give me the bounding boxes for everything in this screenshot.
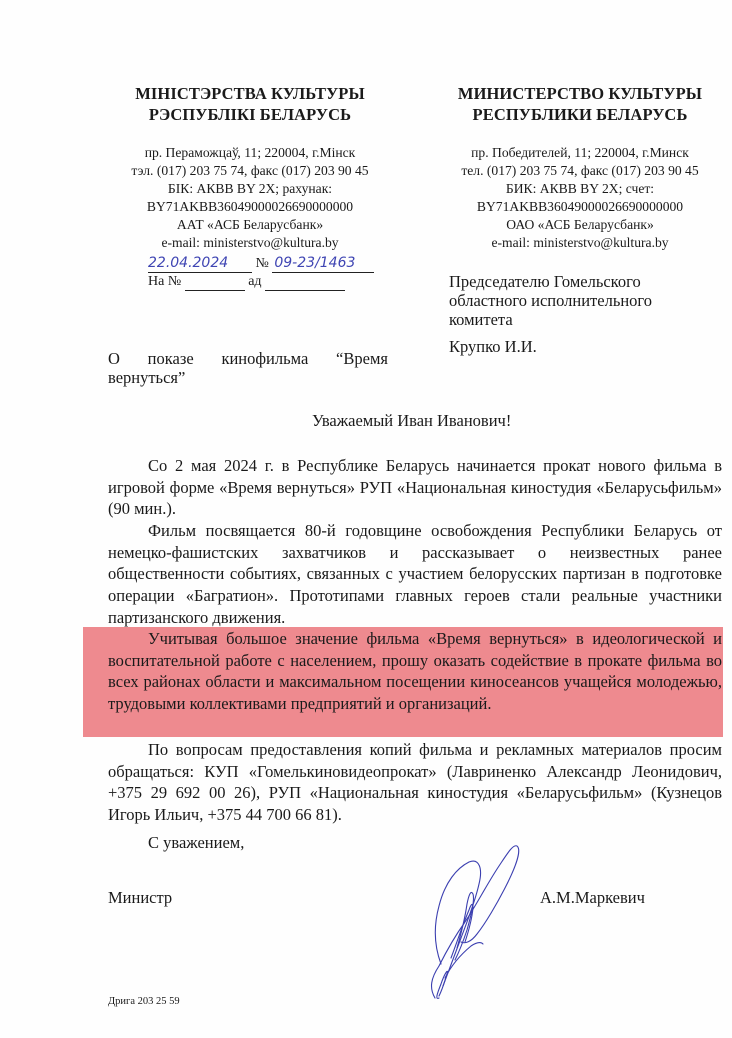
- date-line: [148, 255, 252, 273]
- body-paragraph-2: [108, 520, 722, 629]
- subject-line2: вернуться”: [108, 368, 186, 387]
- account-be: BY71AKBB36049000026690000000: [146, 199, 354, 214]
- ministry-title-be-line1: МІНІСТЭРСТВА КУЛЬТУРЫ: [135, 84, 365, 103]
- handwritten-number: 09-23/1463: [274, 255, 356, 271]
- paragraph-text: Учитывая большое значение фильма «Время вернуться» в идеологической и воспитательной работе с населением, прошу оказать содействие в прокате фильма во всех районах области и максимальном посещении киносеансов учащейся молодежью, трудовыми коллективами предприятий и организаций.: [108, 629, 722, 714]
- body-paragraph-4: [108, 739, 722, 826]
- body-paragraph-3-highlighted: [108, 628, 722, 715]
- addressee-name: Крупко И.И.: [449, 337, 537, 356]
- account-ru: BY71AKBB36049000026690000000: [476, 199, 684, 214]
- handwritten-date: 22.04.2024: [148, 255, 229, 271]
- bank-ru: ОАО «АСБ Беларусбанк»: [506, 217, 654, 232]
- addressee-block: [449, 272, 719, 356]
- paragraph-text: Фильм посвящается 80-й годовщине освобождения Республики Беларусь от немецко-фашистских захватчиков и рассказывает о неизвестных ранее общественности событиях, связанных с участием белорусских партизан в подготовке операции «Багратион». Прототипами главных героев стали реальные участники партизанского движения.: [108, 521, 722, 627]
- signatory-name: А.М.Маркевич: [540, 888, 645, 907]
- bank-be: ААТ «АСБ Беларусбанк»: [176, 217, 324, 232]
- registration-block: [148, 255, 388, 291]
- signature-icon: [425, 838, 525, 1003]
- registration-row: [148, 255, 388, 273]
- ministry-details-be: [95, 144, 405, 252]
- letterhead-russian: [435, 83, 725, 252]
- reference-label: На №: [148, 274, 182, 289]
- reference-number-line: [185, 276, 245, 291]
- reference-row: [148, 273, 388, 291]
- greeting: Уважаемый Иван Иванович!: [312, 411, 512, 430]
- body-paragraph-1: [108, 455, 722, 520]
- signatory-title: Министр: [108, 888, 173, 907]
- letter-subject: [108, 349, 388, 387]
- letterhead-belarusian: [95, 83, 405, 252]
- bank-code-ru: БИК: АКВВ BY 2X; счет:: [505, 181, 655, 196]
- subject-line1: О показе кинофильма “Время: [108, 349, 388, 368]
- executor-note: Дрига 203 25 59: [108, 996, 180, 1007]
- ministry-title-ru-line1: МИНИСТЕРСТВО КУЛЬТУРЫ: [457, 84, 703, 103]
- ministry-title-ru: [435, 83, 725, 125]
- paragraph-text: Со 2 мая 2024 г. в Республике Беларусь начинается прокат нового фильма в игровой форме «Время вернуться» РУП «Национальная киностудия «Беларусьфильм» (90 мин.).: [108, 456, 722, 519]
- email-be: e-mail: ministerstvo@kultura.by: [161, 235, 339, 250]
- phone-ru: тел. (017) 203 75 74, факс (017) 203 90 45: [461, 163, 699, 178]
- closing-phrase: С уважением,: [148, 833, 245, 852]
- paragraph-text: По вопросам предоставления копий фильма и рекламных материалов просим обращаться: КУП «Гомелькиновидеопрокат» (Лавриненко Александр Леонидович, +375 29 692 00 26), РУП «Национальная киностудия «Беларусьфильм» (Кузнецов Игорь Ильич, +375 44 700 66 81).: [108, 740, 722, 825]
- number-sign: №: [255, 256, 269, 271]
- address-be: пр. Пераможцаў, 11; 220004, г.Мінск: [144, 145, 356, 160]
- ministry-title-ru-line2: РЕСПУБЛИКИ БЕЛАРУСЬ: [472, 105, 688, 124]
- ministry-details-ru: [435, 144, 725, 252]
- addressee-line2: областного исполнительного: [449, 291, 653, 310]
- ministry-title-be: [95, 83, 405, 125]
- reference-from-label: ад: [248, 274, 262, 289]
- bank-code-be: БІК: АКВВ BY 2X; рахунак:: [167, 181, 333, 196]
- ministry-title-be-line2: РЭСПУБЛІКІ БЕЛАРУСЬ: [148, 105, 352, 124]
- addressee-line3: комитета: [449, 310, 513, 329]
- email-ru: e-mail: ministerstvo@kultura.by: [491, 235, 669, 250]
- address-ru: пр. Победителей, 11; 220004, г.Минск: [471, 145, 689, 160]
- addressee-line1: Председателю Гомельского: [449, 272, 641, 291]
- number-line: [272, 255, 374, 273]
- phone-be: тэл. (017) 203 75 74, факс (017) 203 90 45: [131, 163, 369, 178]
- reference-date-line: [265, 276, 345, 291]
